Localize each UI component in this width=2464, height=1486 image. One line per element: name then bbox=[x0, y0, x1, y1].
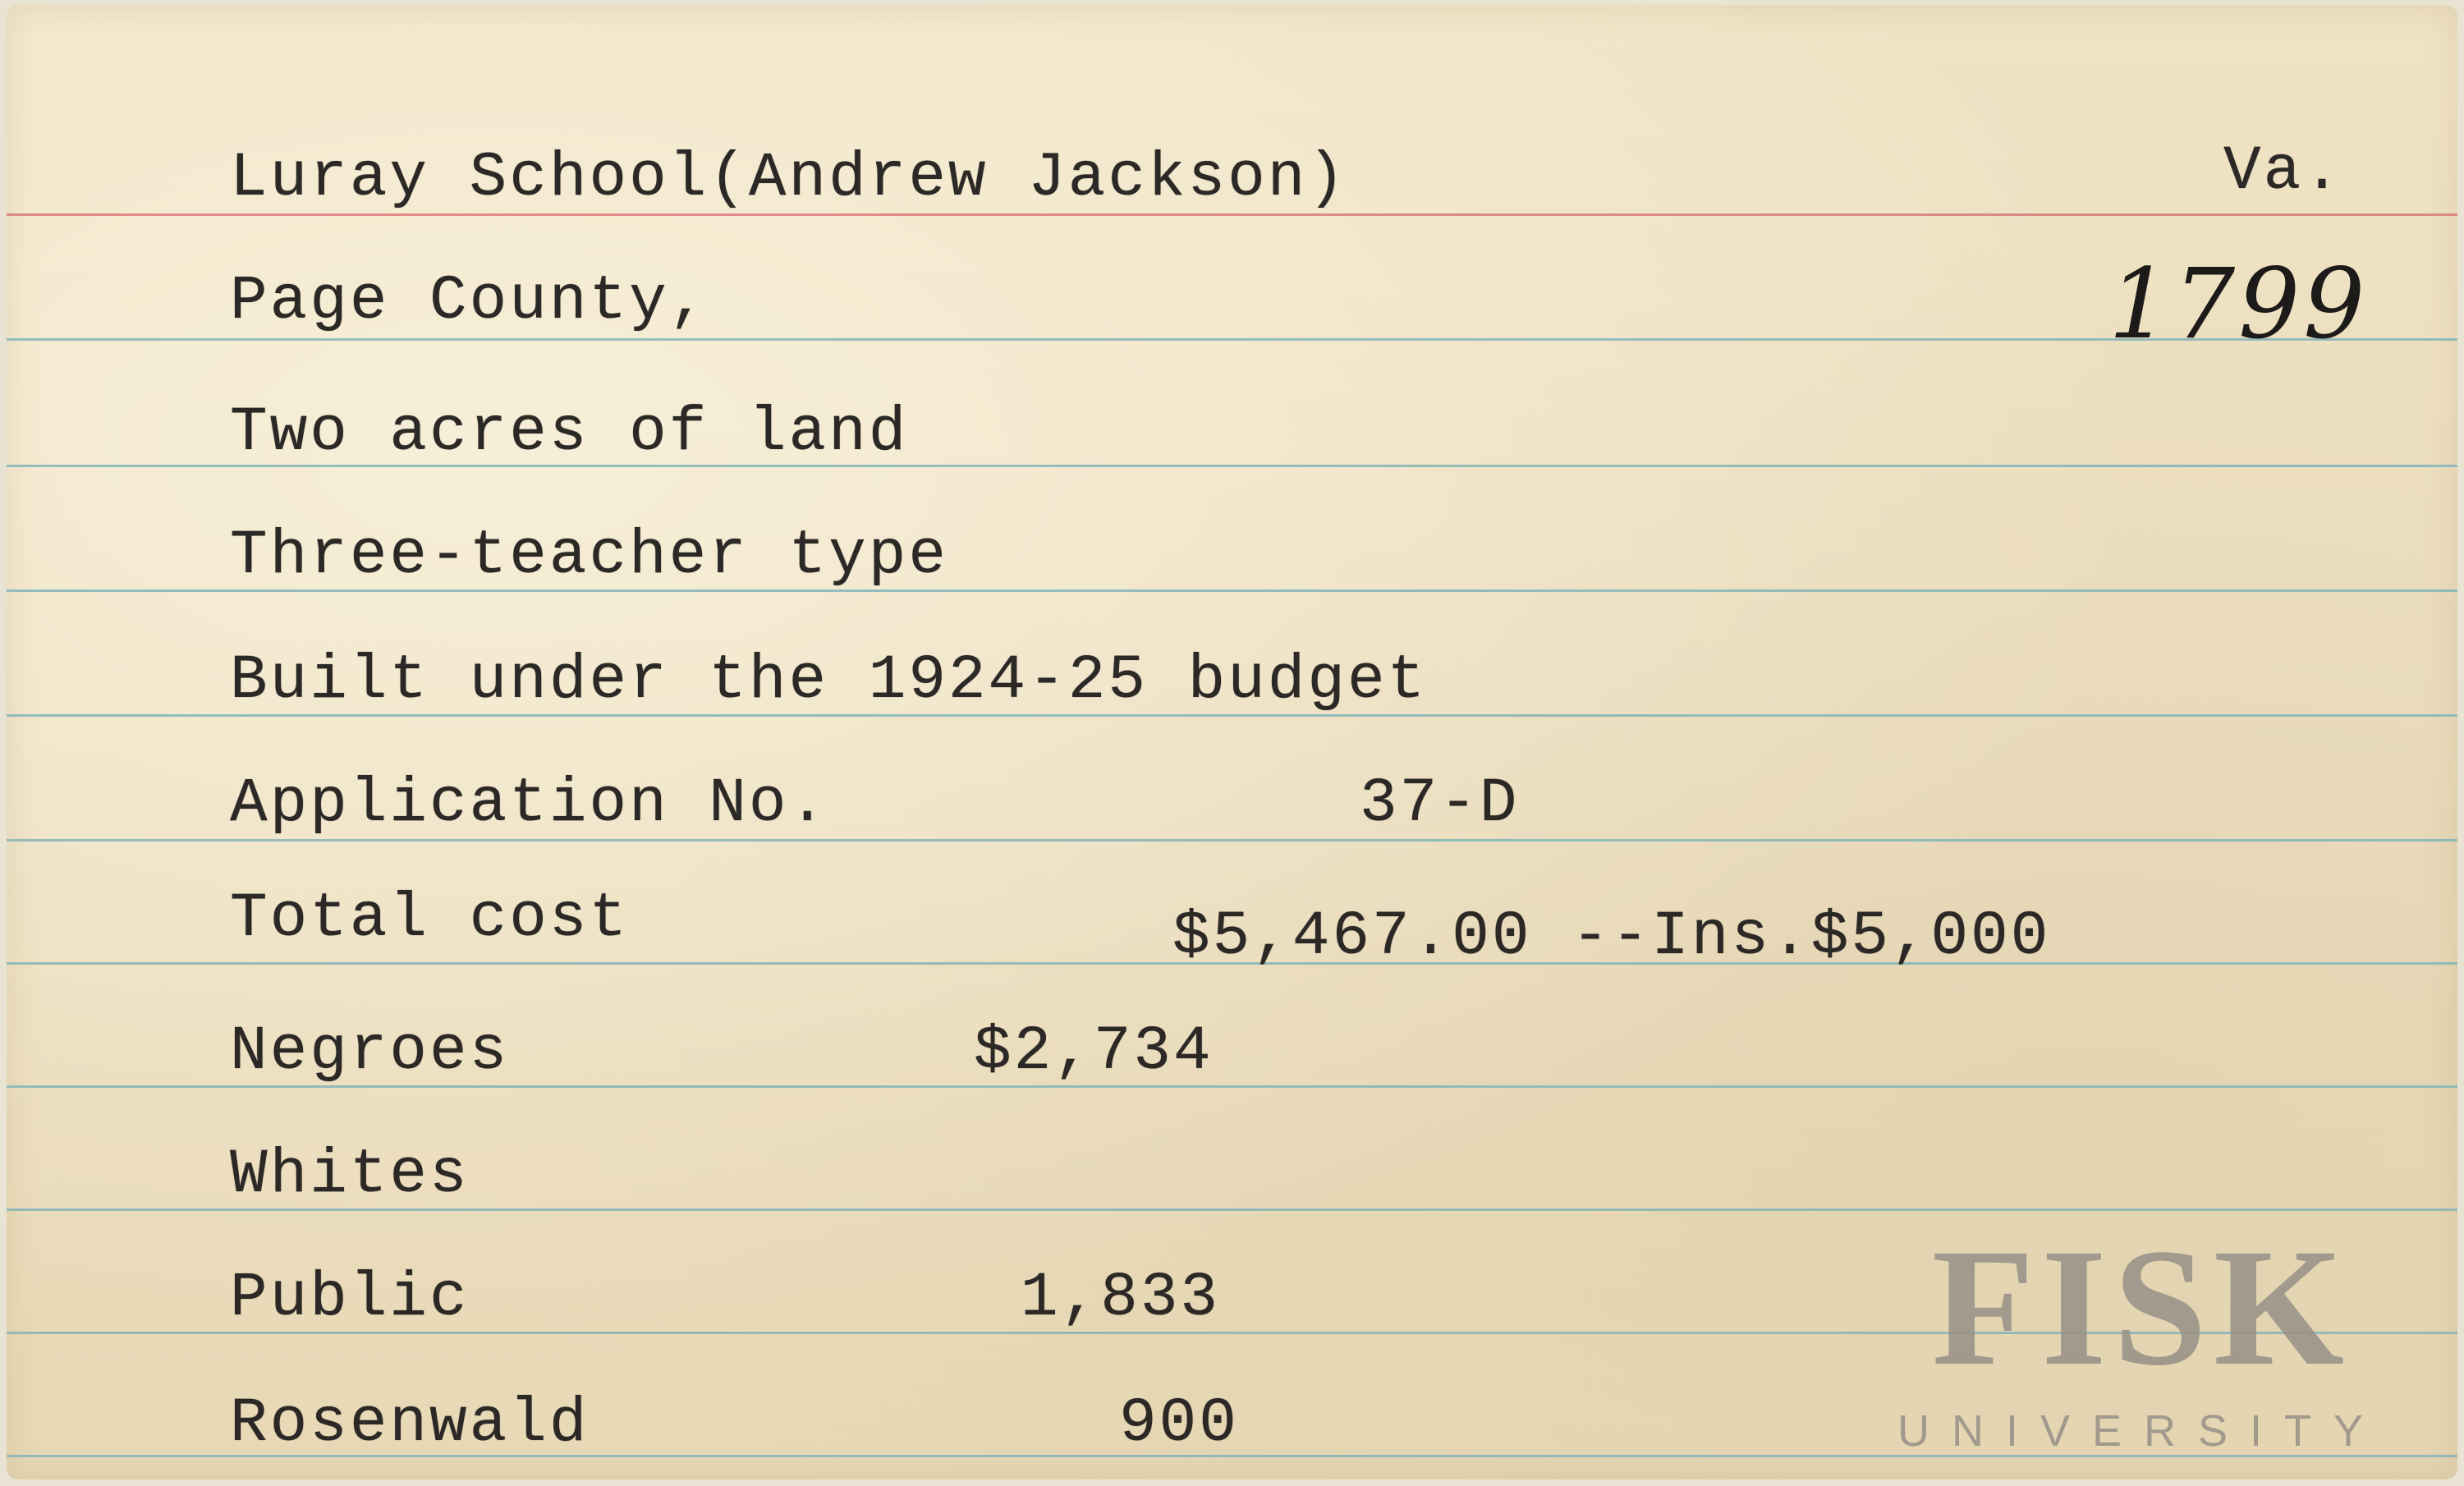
total-cost-label: Total cost bbox=[230, 883, 630, 954]
public-value: 1,833 bbox=[1021, 1263, 1221, 1333]
total-cost-value: $5,467.00 --Ins.$5,000 bbox=[1172, 901, 2051, 972]
rosenwald-label: Rosenwald bbox=[230, 1388, 590, 1459]
header-red-rule bbox=[7, 213, 2457, 216]
fisk-university-logo bbox=[1846, 1216, 2437, 1462]
whites-label: Whites bbox=[230, 1140, 470, 1210]
application-label: Application No. bbox=[230, 768, 829, 839]
school-type: Three-teacher type bbox=[230, 521, 948, 591]
rosenwald-value: 900 bbox=[1119, 1388, 1239, 1459]
fisk-wordmark: FISK bbox=[1931, 1216, 2352, 1401]
state-abbrev: Va. bbox=[2223, 136, 2343, 207]
ruled-line bbox=[7, 839, 2457, 842]
negroes-label: Negroes bbox=[230, 1016, 510, 1087]
county-name: Page County, bbox=[230, 266, 709, 337]
negroes-value: $2,734 bbox=[974, 1016, 1214, 1087]
university-wordmark: UNIVERSITY bbox=[1897, 1406, 2386, 1456]
school-name: Luray School(Andrew Jackson) bbox=[230, 143, 1348, 213]
ruled-line bbox=[7, 338, 2457, 341]
budget-line: Built under the 1924-25 budget bbox=[230, 645, 1428, 716]
public-label: Public bbox=[230, 1263, 470, 1333]
index-card bbox=[7, 5, 2457, 1479]
application-number: 37-D bbox=[1360, 768, 1520, 839]
handwritten-card-number: 1799 bbox=[2108, 247, 2369, 360]
land-description: Two acres of land bbox=[230, 397, 909, 468]
